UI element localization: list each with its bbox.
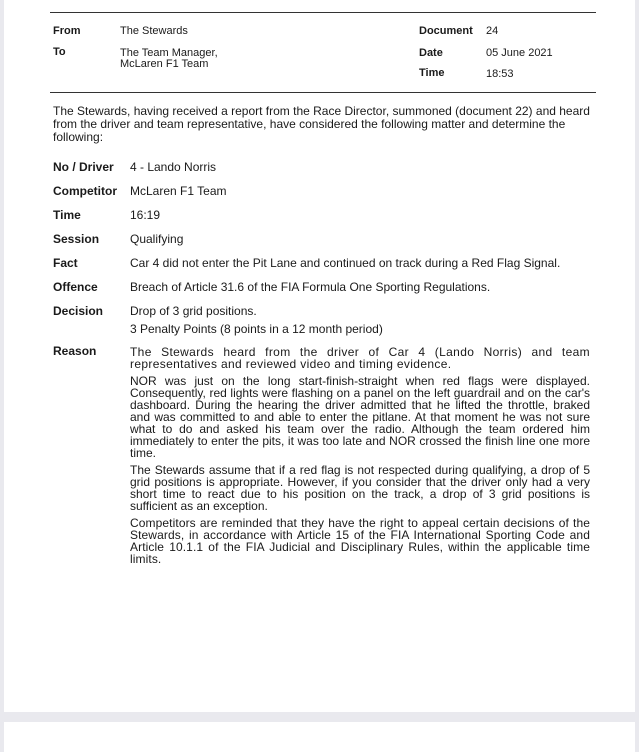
reason-paragraph-1: The Stewards heard from the driver of Car 4 (Lando Norris) and team representatives and reviewed video and timing evidence. [130, 345, 590, 371]
header-bottom-rule [50, 92, 596, 93]
from-value: The Stewards [120, 25, 188, 37]
reason-paragraph-3: The Stewards assume that if a red flag is not respected during qualifying, a drop of 5 grid positions is appropriate. However, if you consider that the driver only had a very short time to react due to his position on the track, a drop of 3 grid positions is sufficient as an exception. [130, 463, 590, 513]
competitor-label: Competitor [53, 184, 117, 198]
header-top-rule [50, 12, 596, 13]
decision-label: Decision [53, 304, 104, 318]
document-page [4, 0, 635, 712]
fact-value: Car 4 did not enter the Pit Lane and continued on track during a Red Flag Signal. [130, 256, 561, 270]
reason-text [130, 346, 590, 570]
decision-value-line1: Drop of 3 grid positions. [130, 304, 257, 318]
document-label: Document [419, 25, 473, 37]
competitor-value: McLaren F1 Team [130, 184, 227, 198]
offence-label: Offence [53, 280, 98, 294]
decision-value-line2: 3 Penalty Points (8 points in a 12 month period) [130, 322, 383, 336]
to-label: To [53, 46, 66, 58]
time-field-value: 16:19 [130, 208, 161, 222]
next-page [4, 722, 635, 752]
time-field-label: Time [53, 208, 81, 222]
from-label: From [53, 25, 81, 37]
session-value: Qualifying [130, 232, 184, 246]
document-value: 24 [486, 25, 499, 37]
reason-label: Reason [53, 344, 97, 358]
reason-paragraph-2: NOR was just on the long start-finish-straight when red flags were displayed. Consequently, red lights were flashing on a panel on the left guardrail and on the car's dashboard. During the hearing the driver admitted that he lifted the throttle, braked and was committed to and able to enter the pitlane. At that moment he was not sure what to do and asked his team over the radio. Although the team ordered him immediately to enter the pits, it was too late and NOR crossed the finish line one more time. [130, 374, 590, 460]
to-value-line1: The Team Manager, [120, 47, 218, 59]
driver-value: 4 - Lando Norris [130, 160, 217, 174]
offence-value: Breach of Article 31.6 of the FIA Formula One Sporting Regulations. [130, 280, 491, 294]
time-value: 18:53 [486, 68, 514, 80]
session-label: Session [53, 232, 100, 246]
reason-paragraph-4: Competitors are reminded that they have the right to appeal certain decisions of the Stewards, in accordance with Article 15 of the FIA International Sporting Code and Article 10.1.1 of the FIA Judicial and Disciplinary Rules, within the applicable time limits. [130, 516, 590, 566]
date-label: Date [419, 47, 443, 59]
intro-paragraph: The Stewards, having received a report from the Race Director, summoned (document 22) and heard from the driver and team representative, have considered the following matter and determine the following: [53, 104, 590, 144]
time-label: Time [419, 67, 445, 79]
driver-label: No / Driver [53, 160, 114, 174]
to-value-line2: McLaren F1 Team [120, 58, 209, 70]
fact-label: Fact [53, 256, 78, 270]
date-value: 05 June 2021 [486, 47, 553, 59]
